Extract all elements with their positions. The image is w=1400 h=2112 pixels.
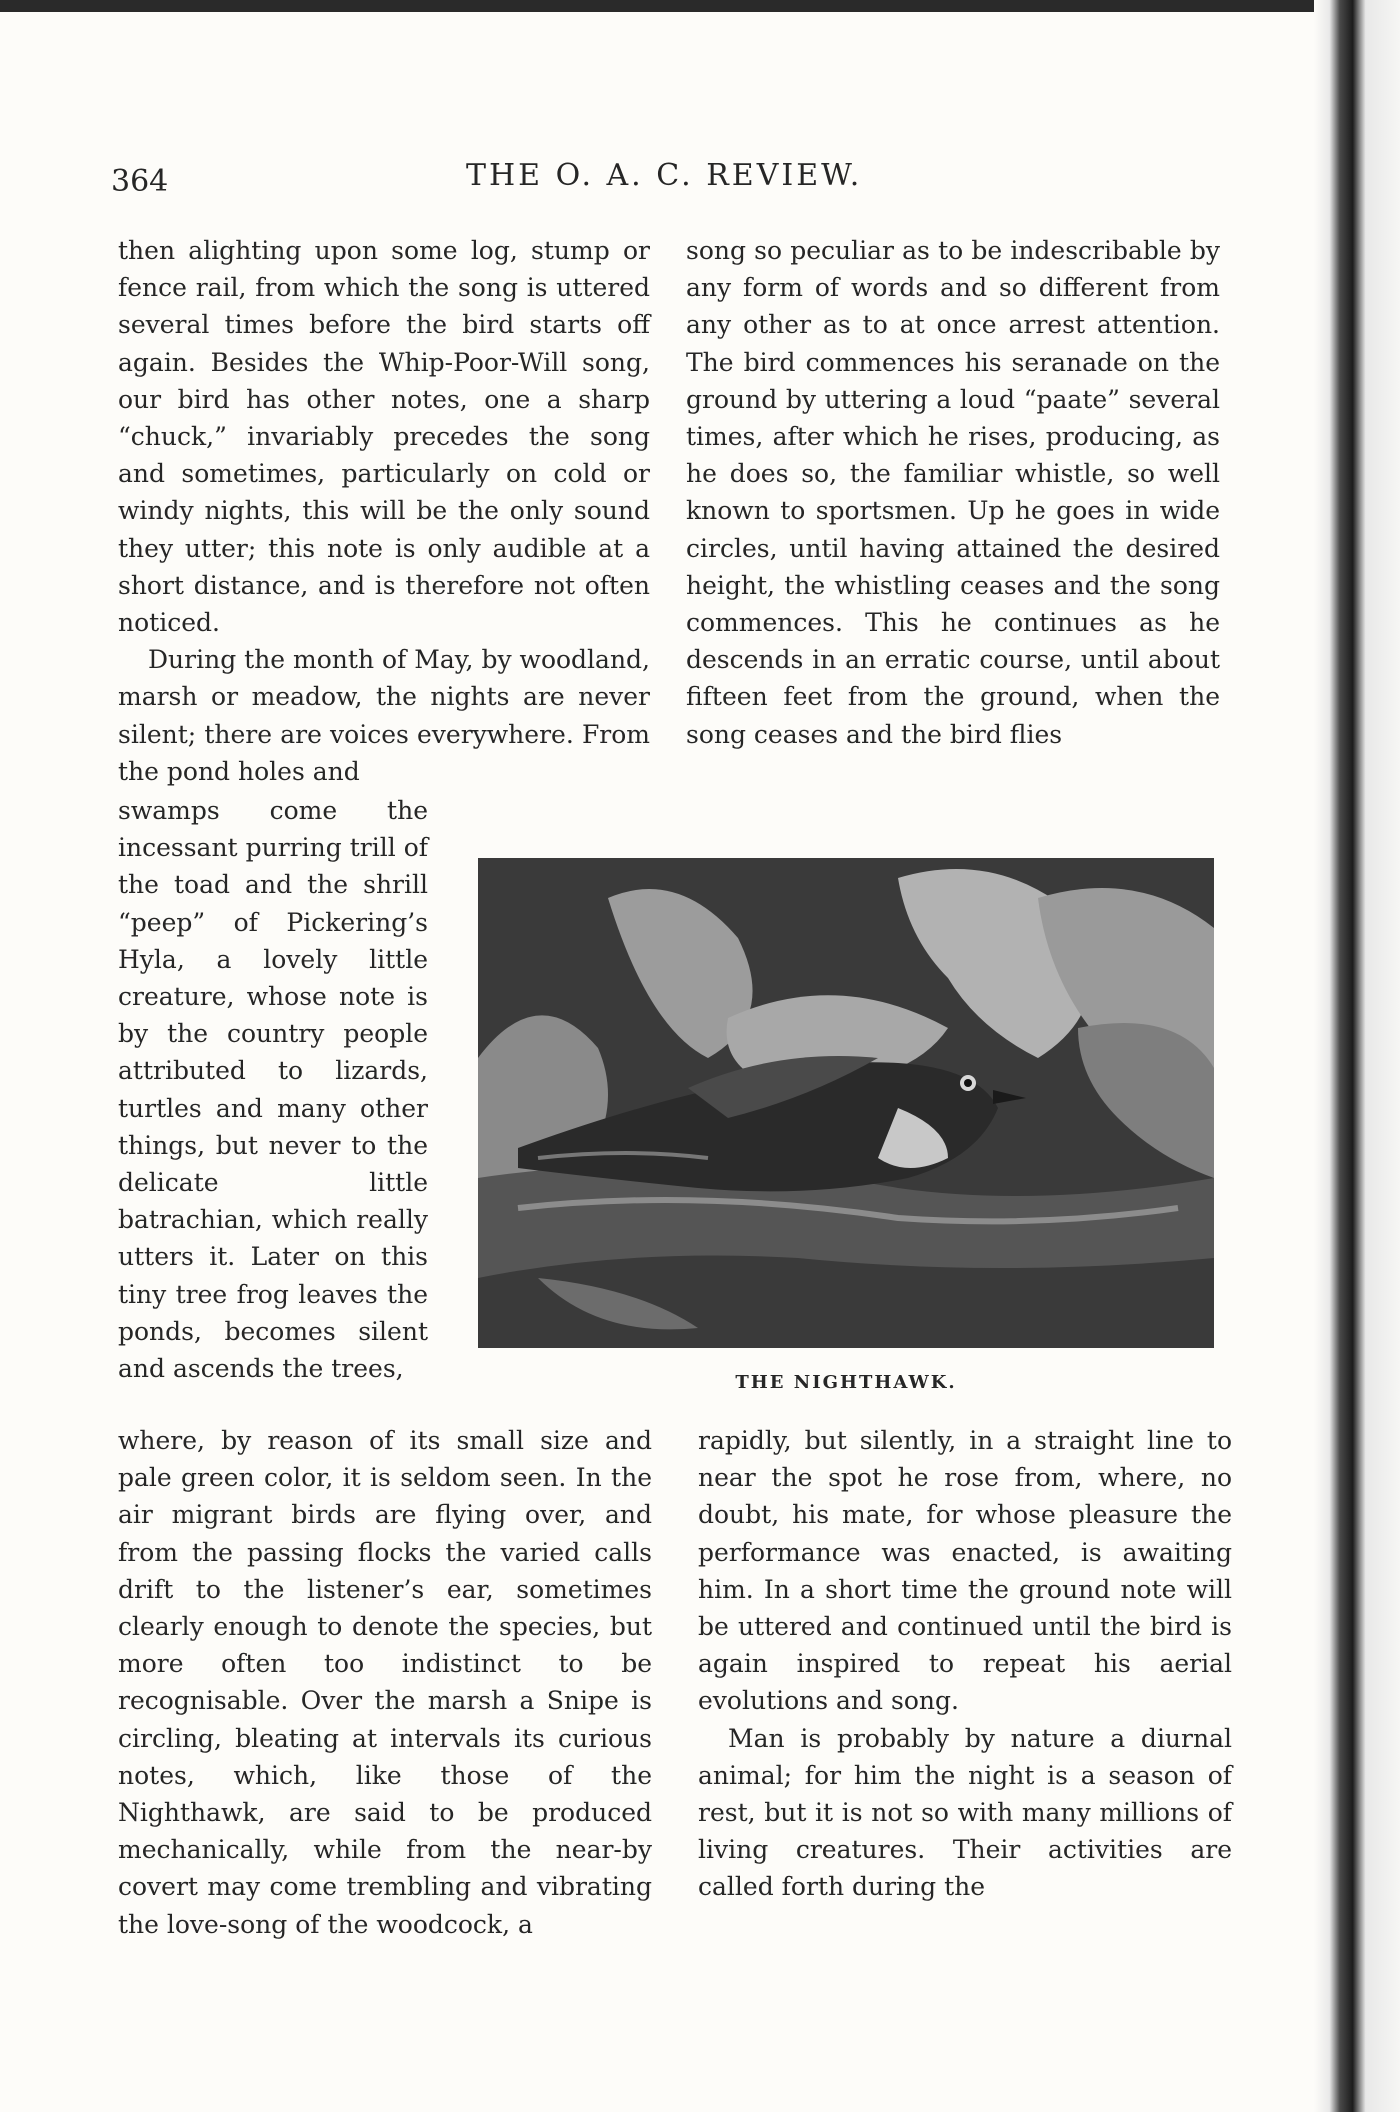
- narrow-column-beside-figure: swamps come the incessant purring trill of the toad and the shrill “peep” of Pickering’s Hyla, a lovely little creature, whose note is by the country people attributed to lizards, turtles and many other things, but never to the delicate little batrachian, which really utters it. Later on this tiny tree frog leaves the ponds, becomes silent and ascends the trees,: [118, 796, 428, 1384]
- right-column-bottom: [698, 1422, 1232, 1906]
- book-spine-edge: [1314, 0, 1400, 2112]
- paragraph: rapidly, but silently, in a straight line to near the spot he rose from, where, no doubt, his mate, for whose pleasure the performance was enacted, is awaiting him. In a short time the ground note will be uttered and continued until the bird is again inspired to repeat his aerial evolutions and song.: [698, 1426, 1232, 1716]
- paragraph: During the month of May, by woodland, marsh or meadow, the nights are never silent; there are voices everywhere. From the pond holes and: [118, 645, 650, 786]
- left-column-bottom: [118, 1422, 652, 1943]
- page-top-edge: [0, 0, 1400, 12]
- paragraph: then alighting upon some log, stump or fence rail, from which the song is uttered several times before the bird starts off again. Besides the Whip-Poor-Will song, our bird has other notes, one a sharp “chuck,” invariably precedes the song and sometimes, particularly on cold or windy nights, this will be the only sound they utter; this note is only audible at a short distance, and is therefore not often noticed.: [118, 236, 650, 638]
- page-number: 364: [111, 164, 169, 199]
- left-column-top: [118, 232, 650, 790]
- paragraph: where, by reason of its small size and pale green color, it is seldom seen. In the air migrant birds are flying over, and from the passing flocks the varied calls drift to the listener’s ear, sometimes clearly enough to denote the species, but more often too indistinct to be recognisable. Over the marsh a Snipe is circling, bleating at intervals its curious notes, which, like those of the Nighthawk, are said to be produced mechanically, while from the near-by covert may come trembling and vibrating the love-song of the woodcock, a: [118, 1426, 652, 1939]
- figure-caption: THE NIGHTHAWK.: [735, 1372, 957, 1393]
- nighthawk-illustration: [478, 858, 1214, 1348]
- paragraph: song so peculiar as to be indescribable by any form of words and so different from any other as to at once arrest attention. The bird commences his seranade on the ground by uttering a loud “paate” several times, after which he rises, producing, as he does so, the familiar whistle, so well known to sportsmen. Up he goes in wide circles, until having attained the desired height, the whistling ceases and the song commences. This he continues as he descends in an erratic course, until about fifteen feet from the ground, when the song ceases and the bird flies: [686, 236, 1220, 749]
- running-head: THE O. A. C. REVIEW.: [466, 158, 863, 193]
- paragraph: Man is probably by nature a diurnal animal; for him the night is a season of rest, but it is not so with many millions of living creatures. Their activities are called forth during the: [698, 1723, 1232, 1902]
- right-column-top: [686, 232, 1220, 753]
